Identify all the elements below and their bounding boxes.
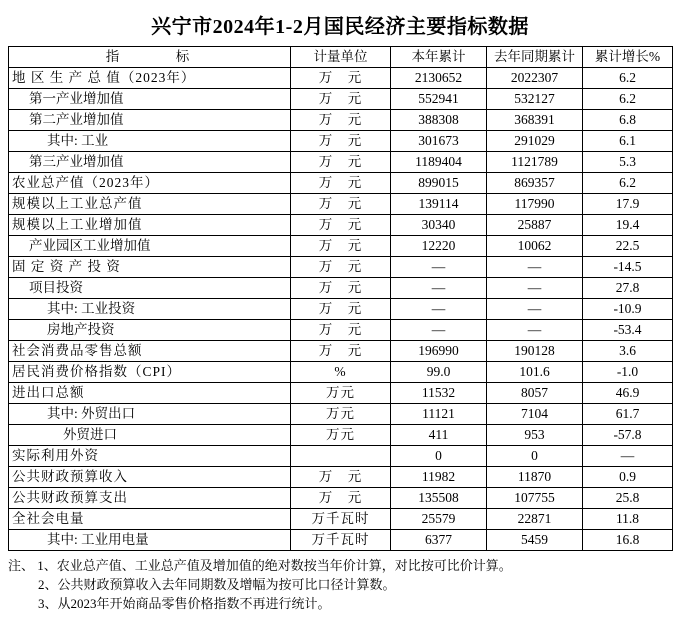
cell-unit: 万 元 xyxy=(291,488,391,509)
table-row xyxy=(9,530,673,551)
cell-current: 25579 xyxy=(391,509,487,530)
cell-indicator: 产业园区工业增加值 xyxy=(9,236,291,257)
table-header-row xyxy=(9,47,673,68)
cell-unit: 万 元 xyxy=(291,236,391,257)
cell-current: 6377 xyxy=(391,530,487,551)
cell-growth: 0.9 xyxy=(583,467,673,488)
cell-unit: 万元 xyxy=(291,404,391,425)
table-row xyxy=(9,425,673,446)
cell-indicator: 规模以上工业总产值 xyxy=(9,194,291,215)
cell-unit: 万千瓦时 xyxy=(291,530,391,551)
cell-growth: -53.4 xyxy=(583,320,673,341)
cell-unit: % xyxy=(291,362,391,383)
cell-growth: 6.1 xyxy=(583,131,673,152)
cell-previous: 869357 xyxy=(487,173,583,194)
table-row xyxy=(9,236,673,257)
cell-previous: 10062 xyxy=(487,236,583,257)
cell-previous: 117990 xyxy=(487,194,583,215)
cell-unit: 万 元 xyxy=(291,320,391,341)
cell-growth: -57.8 xyxy=(583,425,673,446)
cell-current: 301673 xyxy=(391,131,487,152)
cell-indicator: 房地产投资 xyxy=(9,320,291,341)
cell-unit: 万 元 xyxy=(291,194,391,215)
cell-unit: 万 元 xyxy=(291,173,391,194)
cell-growth: 6.2 xyxy=(583,173,673,194)
table-row xyxy=(9,488,673,509)
cell-previous: 953 xyxy=(487,425,583,446)
cell-indicator: 实际利用外资 xyxy=(9,446,291,467)
table-notes xyxy=(8,556,672,613)
cell-current: 135508 xyxy=(391,488,487,509)
cell-current: 552941 xyxy=(391,89,487,110)
table-row xyxy=(9,446,673,467)
cell-indicator: 第二产业增加值 xyxy=(9,110,291,131)
cell-previous: — xyxy=(487,278,583,299)
cell-previous: 7104 xyxy=(487,404,583,425)
column-header-unit: 计量单位 xyxy=(291,47,391,68)
cell-indicator: 其中: 工业 xyxy=(9,131,291,152)
cell-indicator: 社会消费品零售总额 xyxy=(9,341,291,362)
cell-previous: 101.6 xyxy=(487,362,583,383)
table-row xyxy=(9,278,673,299)
cell-growth: 6.2 xyxy=(583,68,673,89)
cell-unit: 万 元 xyxy=(291,89,391,110)
note-line: 3、从2023年开始商品零售价格指数不再进行统计。 xyxy=(38,596,331,611)
cell-previous: — xyxy=(487,299,583,320)
table-row xyxy=(9,404,673,425)
table-row xyxy=(9,152,673,173)
cell-growth: 61.7 xyxy=(583,404,673,425)
cell-indicator: 其中: 工业用电量 xyxy=(9,530,291,551)
cell-unit: 万 元 xyxy=(291,110,391,131)
cell-indicator: 外贸进口 xyxy=(9,425,291,446)
cell-unit: 万 元 xyxy=(291,215,391,236)
table-row xyxy=(9,362,673,383)
cell-current: 899015 xyxy=(391,173,487,194)
cell-indicator: 居民消费价格指数（CPI） xyxy=(9,362,291,383)
table-body xyxy=(9,68,673,551)
cell-indicator: 其中: 外贸出口 xyxy=(9,404,291,425)
cell-current: 139114 xyxy=(391,194,487,215)
cell-current: 11982 xyxy=(391,467,487,488)
cell-growth: 11.8 xyxy=(583,509,673,530)
cell-unit: 万 元 xyxy=(291,467,391,488)
cell-unit: 万 元 xyxy=(291,341,391,362)
cell-growth: 6.8 xyxy=(583,110,673,131)
table-row xyxy=(9,383,673,404)
cell-current: — xyxy=(391,299,487,320)
cell-indicator: 固 定 资 产 投 资 xyxy=(9,257,291,278)
cell-current: 388308 xyxy=(391,110,487,131)
cell-unit: 万 元 xyxy=(291,278,391,299)
table-row xyxy=(9,68,673,89)
cell-indicator: 进出口总额 xyxy=(9,383,291,404)
table-row xyxy=(9,110,673,131)
cell-unit: 万 元 xyxy=(291,257,391,278)
cell-unit: 万 元 xyxy=(291,131,391,152)
table-row xyxy=(9,299,673,320)
cell-previous: 0 xyxy=(487,446,583,467)
cell-indicator: 公共财政预算支出 xyxy=(9,488,291,509)
cell-unit: 万千瓦时 xyxy=(291,509,391,530)
cell-current: 196990 xyxy=(391,341,487,362)
cell-growth: 17.9 xyxy=(583,194,673,215)
cell-indicator: 项目投资 xyxy=(9,278,291,299)
cell-current: — xyxy=(391,257,487,278)
cell-current: 30340 xyxy=(391,215,487,236)
cell-previous: 532127 xyxy=(487,89,583,110)
cell-previous: 2022307 xyxy=(487,68,583,89)
cell-previous: 25887 xyxy=(487,215,583,236)
cell-growth: -14.5 xyxy=(583,257,673,278)
cell-unit xyxy=(291,446,391,467)
cell-growth: 6.2 xyxy=(583,89,673,110)
cell-previous: 11870 xyxy=(487,467,583,488)
cell-previous: 368391 xyxy=(487,110,583,131)
cell-indicator: 全社会电量 xyxy=(9,509,291,530)
cell-indicator: 农业总产值（2023年） xyxy=(9,173,291,194)
cell-previous: 22871 xyxy=(487,509,583,530)
cell-indicator: 公共财政预算收入 xyxy=(9,467,291,488)
cell-current: — xyxy=(391,278,487,299)
cell-previous: — xyxy=(487,257,583,278)
table-row xyxy=(9,194,673,215)
cell-growth: -1.0 xyxy=(583,362,673,383)
cell-indicator: 第三产业增加值 xyxy=(9,152,291,173)
table-row xyxy=(9,215,673,236)
cell-current: 0 xyxy=(391,446,487,467)
cell-unit: 万元 xyxy=(291,383,391,404)
table-row xyxy=(9,257,673,278)
cell-indicator: 其中: 工业投资 xyxy=(9,299,291,320)
table-row xyxy=(9,467,673,488)
cell-unit: 万 元 xyxy=(291,299,391,320)
cell-previous: 1121789 xyxy=(487,152,583,173)
page-title: 兴宁市2024年1-2月国民经济主要指标数据 xyxy=(151,16,529,38)
column-header-growth: 累计增长% xyxy=(583,47,673,68)
table-row xyxy=(9,89,673,110)
cell-growth: 3.6 xyxy=(583,341,673,362)
cell-current: — xyxy=(391,320,487,341)
table-row xyxy=(9,173,673,194)
column-header-current: 本年累计 xyxy=(391,47,487,68)
cell-current: 1189404 xyxy=(391,152,487,173)
note-line: 注、 1、农业总产值、工业总产值及增加值的绝对数按当年价计算，对比按可比价计算。 xyxy=(8,558,512,573)
table-row xyxy=(9,509,673,530)
cell-previous: — xyxy=(487,320,583,341)
cell-previous: 107755 xyxy=(487,488,583,509)
note-line: 2、公共财政预算收入去年同期数及增幅为按可比口径计算数。 xyxy=(38,577,396,592)
cell-previous: 291029 xyxy=(487,131,583,152)
cell-growth: -10.9 xyxy=(583,299,673,320)
cell-growth: 25.8 xyxy=(583,488,673,509)
cell-growth: 22.5 xyxy=(583,236,673,257)
table-row xyxy=(9,131,673,152)
cell-previous: 190128 xyxy=(487,341,583,362)
table-header xyxy=(9,47,673,68)
cell-growth: — xyxy=(583,446,673,467)
cell-current: 12220 xyxy=(391,236,487,257)
cell-unit: 万元 xyxy=(291,425,391,446)
cell-growth: 46.9 xyxy=(583,383,673,404)
cell-current: 411 xyxy=(391,425,487,446)
cell-previous: 8057 xyxy=(487,383,583,404)
cell-current: 11121 xyxy=(391,404,487,425)
cell-growth: 16.8 xyxy=(583,530,673,551)
cell-indicator: 规模以上工业增加值 xyxy=(9,215,291,236)
cell-growth: 19.4 xyxy=(583,215,673,236)
cell-indicator: 地 区 生 产 总 值（2023年） xyxy=(9,68,291,89)
economic-indicators-table xyxy=(8,46,673,551)
cell-indicator: 第一产业增加值 xyxy=(9,89,291,110)
cell-unit: 万 元 xyxy=(291,68,391,89)
cell-current: 11532 xyxy=(391,383,487,404)
column-header-previous: 去年同期累计 xyxy=(487,47,583,68)
cell-previous: 5459 xyxy=(487,530,583,551)
cell-growth: 5.3 xyxy=(583,152,673,173)
table-row xyxy=(9,341,673,362)
table-row xyxy=(9,320,673,341)
cell-growth: 27.8 xyxy=(583,278,673,299)
cell-current: 2130652 xyxy=(391,68,487,89)
column-header-indicator: 指 标 xyxy=(9,47,291,68)
cell-unit: 万 元 xyxy=(291,152,391,173)
cell-current: 99.0 xyxy=(391,362,487,383)
